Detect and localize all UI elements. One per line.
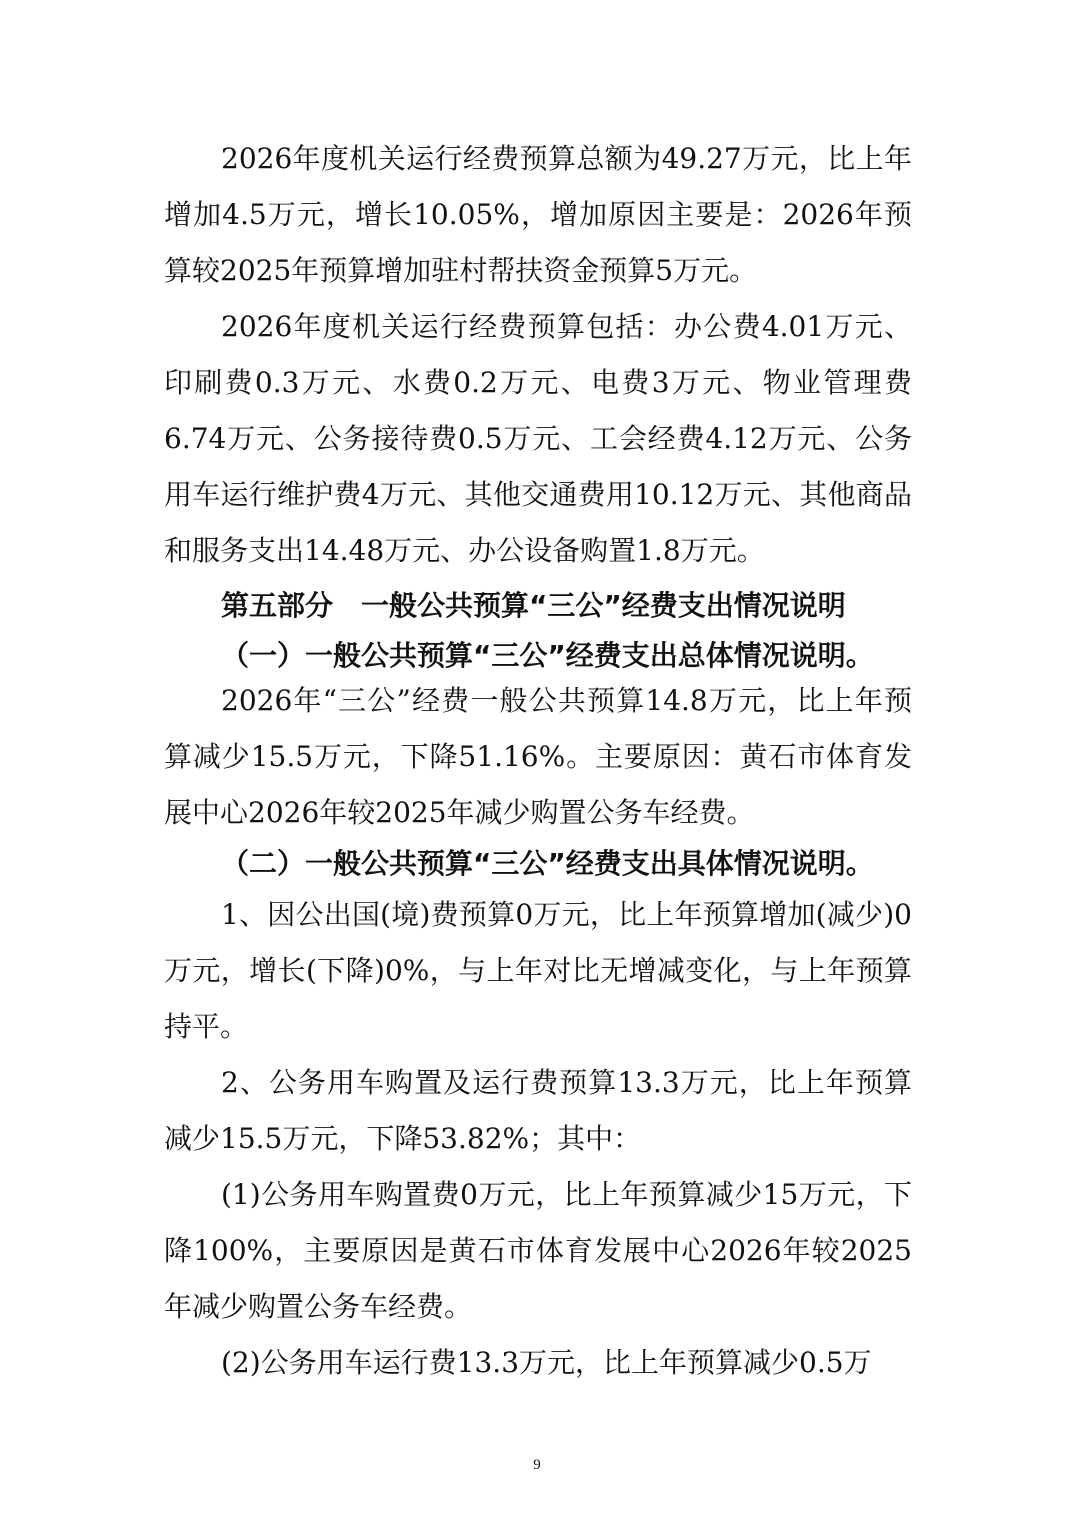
- paragraph-vehicle-operation: (2)公务用车运行费13.3万元，比上年预算减少0.5万: [221, 1346, 872, 1379]
- paragraph-operating-budget-total: 2026年度机关运行经费预算总额为49.27万元，比上年增加4.5万元，增长10.05%，增加原因主要是：2026年预算较2025年预算增加驻村帮扶资金预算5万元。: [164, 142, 912, 287]
- paragraph-operating-budget-items: 2026年度机关运行经费预算包括：办公费4.01万元、印刷费0.3万元、水费0.2万元、电费3万元、物业管理费6.74万元、公务接待费0.5万元、工会经费4.12万元、公务用车运行维护费4万元、其他交通费用10.12万元、其他商品和服务支出14.48万元、办公设备购置1.8万元。: [164, 310, 912, 567]
- paragraph-vehicle-total: 2、公务用车购置及运行费预算13.3万元，比上年预算减少15.5万元，下降53.82%；其中：: [164, 1066, 912, 1155]
- paragraph-three-public-overall: 2026年“三公”经费一般公共预算14.8万元，比上年预算减少15.5万元，下降51.16%。主要原因：黄石市体育发展中心2026年较2025年减少购置公务车经费。: [164, 684, 912, 829]
- paragraph-vehicle-purchase: (1)公务用车购置费0万元，比上年预算减少15万元，下降100%，主要原因是黄石市体育发展中心2026年较2025年减少购置公务车经费。: [164, 1178, 912, 1323]
- paragraph-overseas-travel: 1、因公出国(境)费预算0万元，比上年预算增加(减少)0万元，增长(下降)0%，与上年对比无增减变化，与上年预算持平。: [164, 898, 912, 1043]
- section-heading: 第五部分 一般公共预算“三公”经费支出情况说明: [221, 589, 846, 622]
- subheading-overall: （一）一般公共预算“三公”经费支出总体情况说明。: [221, 639, 874, 672]
- subheading-detail: （二）一般公共预算“三公”经费支出具体情况说明。: [221, 847, 874, 880]
- page-number: 9: [533, 1457, 541, 1473]
